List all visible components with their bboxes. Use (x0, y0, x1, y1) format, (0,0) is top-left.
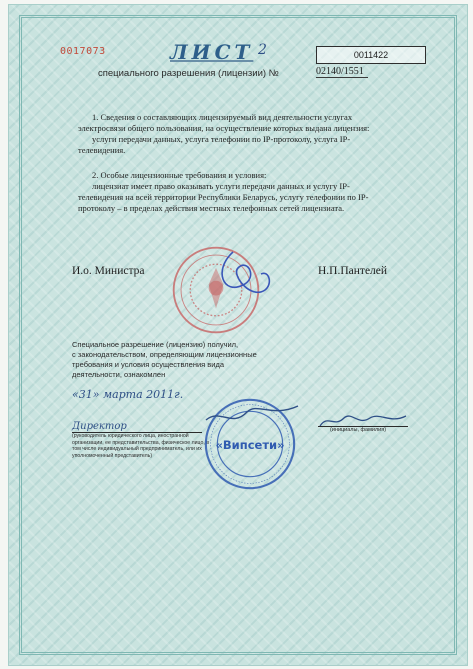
subtitle: специального разрешения (лицензии) № (98, 68, 279, 79)
license-number: 02140/1551 (316, 66, 368, 78)
section-1-line: телевидения. (78, 145, 126, 155)
section-2-line: 2. Особые лицензионные требования и условия: (92, 170, 267, 180)
name-caption: (инициалы, фамилия) (330, 427, 387, 433)
signatory-name: Н.П.Пантелей (318, 265, 388, 277)
stamp-label: «Випсети» (215, 437, 285, 452)
acknowledgement-line: деятельности, ознакомлен (72, 370, 166, 379)
minister-signature (203, 240, 283, 310)
serial-number: 0017073 (60, 46, 106, 57)
section-2-line: протоколу – в пределах действия местных телефонных сетей лицензиата. (78, 203, 345, 213)
acknowledgement (72, 340, 262, 380)
section-2-line: телевидения на всей территории Республики Беларусь, услугу телефонии по IP- (78, 192, 369, 202)
handwritten-date: «31» марта 2011г. (72, 388, 184, 401)
signatory-title: И.о. Министра (72, 265, 145, 277)
form-number-box: 0011422 (316, 46, 426, 64)
acknowledgement-line: требования и условия осуществления вида (72, 360, 225, 369)
section-1-line: электросвязи общего пользования, на осуществление которых выдана лицензия: (78, 123, 370, 133)
handwritten-position: Директор (72, 421, 127, 432)
acknowledgement-line: Специальное разрешение (лицензию) получил, (72, 340, 239, 349)
section-2 (78, 170, 413, 214)
section-1-line: 1. Сведения о составляющих лицензируемый вид деятельности услугах (92, 112, 353, 122)
representative-caption: (руководитель юридического лица, иностранной организации, ее представительства, физическое лицо, в том числе индивидуальный предприниматель, или их уполномоченный представитель) (72, 433, 209, 459)
representative-signature (202, 398, 302, 438)
section-2-line: лицензиат имеет право оказывать услуги передачи данных и услугу IP- (92, 181, 350, 191)
sheet-title: ЛИСТ (170, 40, 254, 64)
sheet-number-handwritten: 2 (258, 42, 267, 58)
section-1-line: услуги передачи данных, услуга телефонии по IP-протоколу, услуга IP- (92, 134, 351, 144)
acknowledgement-line: с законодательством, определяющим лицензионные (72, 350, 257, 359)
section-1 (78, 112, 413, 156)
